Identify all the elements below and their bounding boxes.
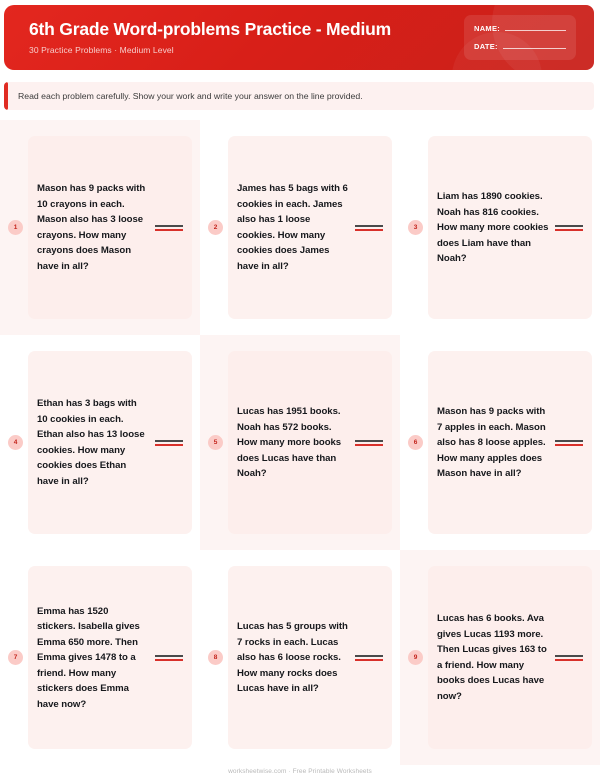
problem-box [28,351,192,534]
problem-number-badge: 6 [408,435,423,450]
answer-line-upper [355,655,383,657]
answer-line-lower [355,229,383,231]
answer-line-upper [355,225,383,227]
date-label: DATE: [474,42,498,51]
answer-line[interactable] [355,655,383,661]
instructions-text: Read each problem carefully. Show your work and write your answer on the line provided. [18,91,363,101]
answer-line[interactable] [555,440,583,446]
answer-line-upper [555,440,583,442]
name-date-box [464,15,576,60]
problem-text: Lucas has 1951 books. Noah has 572 books. How many more books does Lucas have than Noah? [237,406,342,480]
header-text-block [4,20,464,55]
problem-cell-5 [200,335,400,550]
answer-line-lower [355,444,383,446]
answer-line[interactable] [355,225,383,231]
instructions-accent-bar [4,82,8,110]
problem-box [28,136,192,319]
page-title: 6th Grade Word-problems Practice - Medium [29,18,391,39]
problem-number-badge: 1 [8,220,23,235]
problem-number-badge: 8 [208,650,223,665]
answer-line[interactable] [355,440,383,446]
answer-line-upper [155,440,183,442]
answer-line-lower [555,659,583,661]
answer-line-upper [555,225,583,227]
problem-cell-3 [400,120,600,335]
problem-number-badge: 5 [208,435,223,450]
problem-cell-1 [0,120,200,335]
problem-number-badge: 9 [408,650,423,665]
problem-number-badge: 7 [8,650,23,665]
problem-number-badge: 4 [8,435,23,450]
problem-text: Emma has 1520 stickers. Isabella gives Emma 650 more. Then Emma gives 1478 to a friend. How many stickers does Emma have now? [37,605,140,710]
problem-box [228,351,392,534]
problem-box [428,136,592,319]
problem-text: Lucas has 6 books. Ava gives Lucas 1193 more. Then Lucas gives 163 to a friend. How many books does Lucas have now? [437,613,547,702]
answer-line[interactable] [155,225,183,231]
problem-text: Lucas has 5 groups with 7 rocks in each. Lucas also has 6 loose rocks. How many rocks does Lucas have in all? [237,621,348,695]
problem-cell-4 [0,335,200,550]
problem-text: Ethan has 3 bags with 10 cookies in each. Ethan also has 13 loose cookies. How many cookies does Ethan have in all? [37,398,145,487]
answer-line-upper [155,225,183,227]
problem-text: Liam has 1890 cookies. Noah has 816 cookies. How many more cookies does Liam have than Noah? [437,191,549,265]
problem-box [228,566,392,749]
name-row [474,24,566,33]
footer-credit: worksheetwise.com · Free Printable Worksheets [228,768,372,775]
problem-box [428,566,592,749]
answer-line[interactable] [555,225,583,231]
answer-line-lower [155,659,183,661]
instructions-bar [4,82,594,110]
answer-line[interactable] [555,655,583,661]
problem-text: Mason has 9 packs with 7 apples in each. Mason also has 8 loose apples. How many apples does Mason have in all? [437,406,546,480]
problem-cell-7 [0,550,200,765]
worksheet-page [0,5,600,776]
answer-line-lower [155,444,183,446]
page-subtitle: 30 Practice Problems · Medium Level [29,45,174,56]
answer-line-upper [155,655,183,657]
answer-line-upper [355,440,383,442]
problems-grid [0,120,600,765]
problem-text: Mason has 9 packs with 10 crayons in each. Mason also has 3 loose crayons. How many crayons does Mason have in all? [37,183,146,272]
answer-line[interactable] [155,655,183,661]
problem-cell-9 [400,550,600,765]
problem-box [428,351,592,534]
answer-line-lower [555,444,583,446]
problem-cell-2 [200,120,400,335]
problem-cell-8 [200,550,400,765]
answer-line-lower [555,229,583,231]
date-row [474,42,566,51]
answer-line-lower [155,229,183,231]
problem-number-badge: 2 [208,220,223,235]
worksheet-header [4,5,594,70]
problem-box [228,136,392,319]
problem-box [28,566,192,749]
name-label: NAME: [474,24,501,33]
date-write-line[interactable] [503,48,566,49]
answer-line-lower [355,659,383,661]
problem-text: James has 5 bags with 6 cookies in each. James also has 1 loose cookies. How many cookies does James have in all? [237,183,348,272]
problem-number-badge: 3 [408,220,423,235]
answer-line[interactable] [155,440,183,446]
problem-cell-6 [400,335,600,550]
answer-line-upper [555,655,583,657]
name-write-line[interactable] [505,30,566,31]
